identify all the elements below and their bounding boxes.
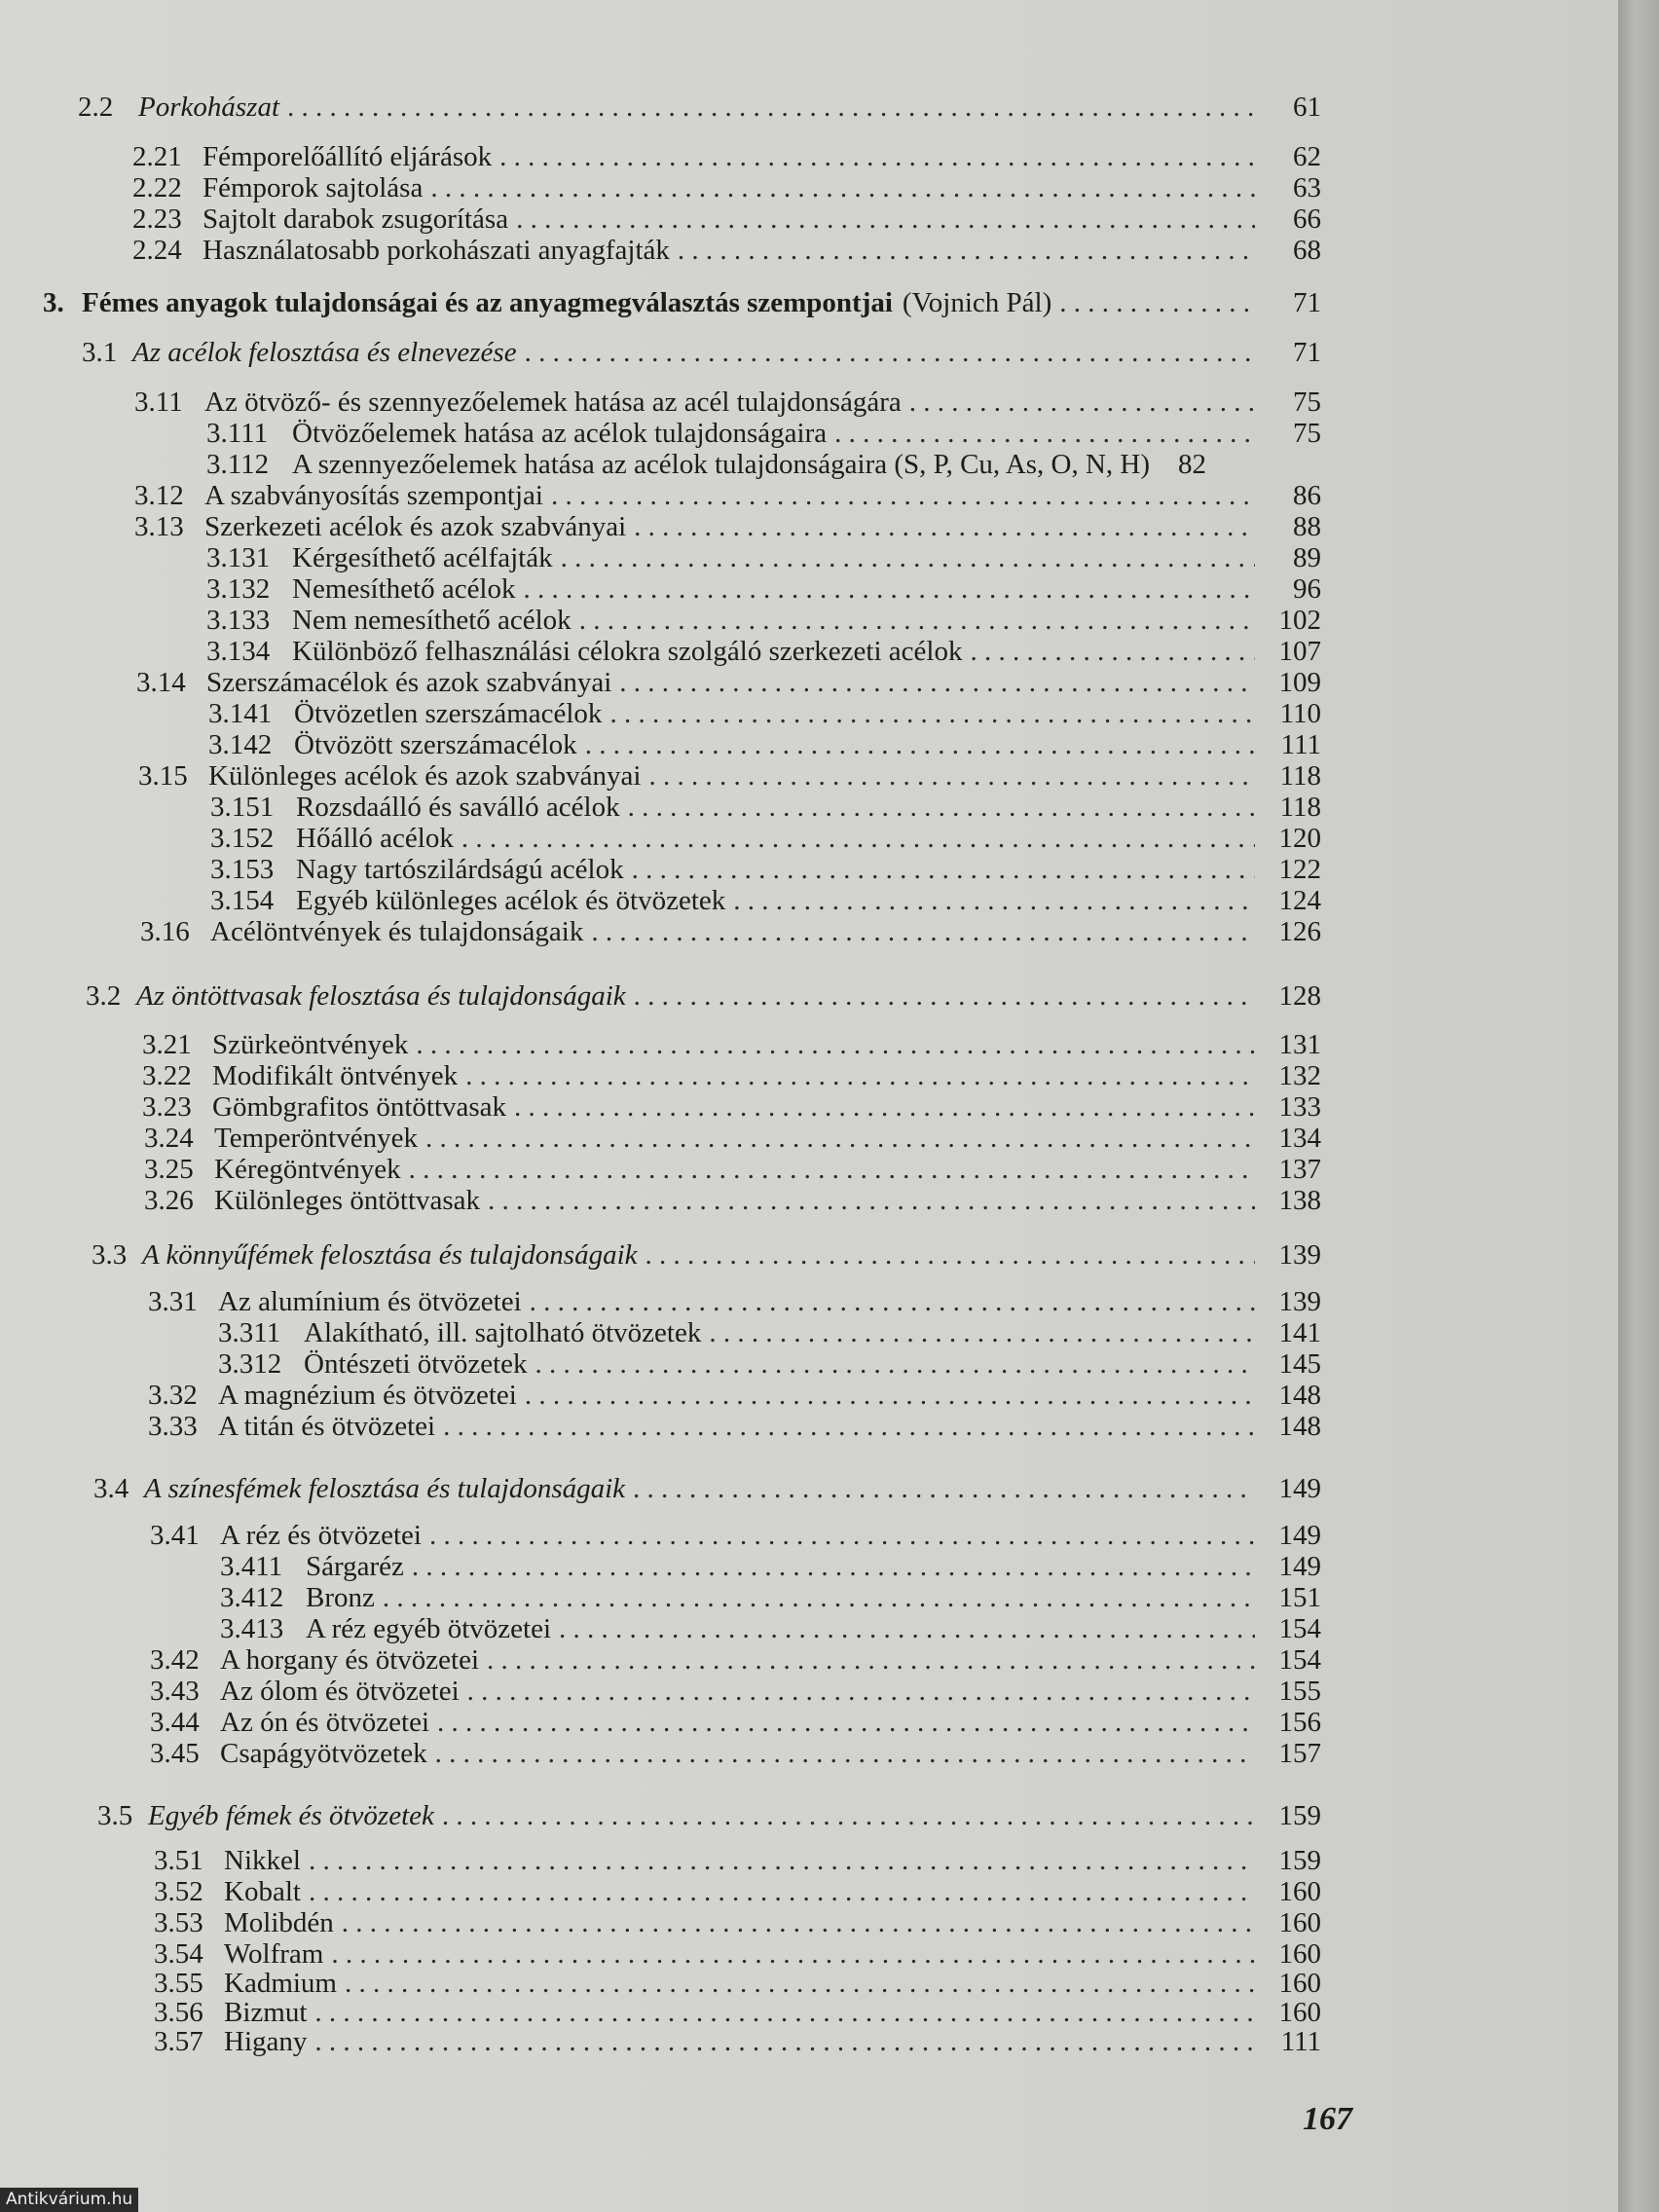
toc-entry	[78, 91, 1321, 124]
entry-title: Bronz	[306, 1582, 375, 1613]
toc-entry	[132, 140, 1321, 173]
dot-leader	[487, 1643, 1255, 1677]
dot-leader	[525, 336, 1255, 369]
toc-entry	[144, 1153, 1321, 1186]
entry-title: Higany	[224, 2026, 308, 2057]
dot-leader	[678, 234, 1255, 267]
entry-number: 3.154	[210, 885, 275, 916]
entry-title: A könnyűfémek felosztása és tulajdonságaik	[142, 1239, 638, 1271]
entry-title: A horgany és ötvözetei	[220, 1644, 480, 1676]
entry-title: Gömbgrafitos öntöttvasak	[212, 1091, 507, 1123]
entry-page: 102	[1278, 605, 1321, 636]
toc-entry	[206, 604, 1321, 637]
entry-number: 3.413	[220, 1613, 284, 1644]
dot-leader	[559, 1612, 1255, 1645]
entry-number: 3.15	[138, 760, 188, 792]
entry-number: 3.133	[206, 605, 271, 636]
entry-page: 96	[1293, 573, 1321, 605]
dot-leader	[437, 1706, 1255, 1739]
toc-entry	[138, 759, 1321, 793]
entry-page: 148	[1278, 1380, 1321, 1411]
entry-number: 3.51	[154, 1845, 203, 1876]
dot-leader	[314, 1996, 1255, 2029]
dot-leader	[383, 1581, 1255, 1614]
entry-number: 3.153	[210, 854, 275, 885]
entry-title: A szabványosítás szempontjai	[204, 480, 543, 511]
watermark: Antikvárium.hu	[0, 2188, 138, 2212]
entry-page: 124	[1278, 885, 1321, 916]
entry-title: Porkohászat	[138, 92, 279, 123]
toc-entry	[206, 635, 1321, 668]
entry-title: Egyéb fémek és ötvözetek	[148, 1800, 434, 1831]
toc-entry	[142, 1059, 1321, 1092]
dot-leader	[443, 1410, 1255, 1443]
dot-leader	[634, 979, 1255, 1013]
entry-number: 2.23	[132, 203, 182, 235]
entry-title: A magnézium és ötvözetei	[218, 1380, 517, 1411]
entry-number: 3.12	[134, 480, 184, 511]
entry-title: Acélöntvények és tulajdonságaik	[210, 916, 584, 947]
entry-number: 3.41	[150, 1520, 200, 1551]
entry-number: 3.412	[220, 1582, 284, 1613]
entry-number: 3.43	[150, 1676, 200, 1707]
entry-title: Alakítható, ill. sajtolható ötvözetek	[304, 1317, 702, 1348]
entry-number: 3.112	[206, 449, 270, 480]
toc-entry	[150, 1675, 1321, 1708]
entry-title: Modifikált öntvények	[212, 1060, 459, 1091]
toc-entry	[210, 853, 1321, 886]
entry-number: 3.1	[82, 337, 118, 368]
dot-leader	[530, 1285, 1255, 1318]
entry-title: Kadmium	[224, 1968, 337, 1999]
entry-page: 122	[1278, 854, 1321, 885]
entry-page: 160	[1278, 1876, 1321, 1907]
toc-entry	[206, 541, 1321, 574]
dot-leader	[488, 1184, 1255, 1217]
entry-page: 160	[1278, 1938, 1321, 1970]
toc-entry	[220, 1550, 1321, 1583]
dot-leader	[309, 1875, 1255, 1908]
entry-title: Temperöntvények	[214, 1123, 418, 1154]
toc-entry	[92, 1238, 1321, 1272]
entry-number: 3.	[43, 287, 64, 318]
toc-entry	[220, 1581, 1321, 1614]
toc-entry	[136, 666, 1321, 699]
toc-entry	[208, 728, 1321, 761]
entry-page: 156	[1278, 1707, 1321, 1738]
entry-number: 3.132	[206, 573, 271, 605]
dot-leader	[619, 666, 1255, 699]
entry-number: 3.55	[154, 1968, 203, 1999]
entry-title: Az ón és ötvözetei	[220, 1707, 430, 1738]
entry-page: 118	[1279, 760, 1321, 792]
dot-leader	[632, 853, 1255, 886]
toc-entry	[132, 171, 1321, 204]
entry-page: 134	[1278, 1123, 1321, 1154]
entry-page: 120	[1278, 823, 1321, 854]
toc-entry	[134, 510, 1321, 543]
entry-number: 3.31	[148, 1286, 198, 1317]
toc-entry	[140, 915, 1321, 948]
entry-page: 118	[1279, 792, 1321, 823]
entry-page: 155	[1278, 1676, 1321, 1707]
dot-leader	[909, 386, 1255, 419]
entry-number: 3.23	[142, 1091, 192, 1123]
entry-number: 3.14	[136, 667, 186, 698]
toc-entry	[150, 1737, 1321, 1770]
dot-leader	[561, 541, 1255, 574]
entry-number: 3.111	[206, 418, 269, 449]
entry-title: Különleges acélok és azok szabványai	[208, 760, 642, 792]
toc-entry	[82, 336, 1321, 369]
entry-title: Nagy tartószilárdságú acélok	[296, 854, 624, 885]
entry-page: 88	[1293, 511, 1321, 542]
entry-page: 149	[1278, 1520, 1321, 1551]
toc-entry	[210, 791, 1321, 824]
toc-entry	[218, 1316, 1321, 1349]
entry-page: 160	[1278, 1997, 1321, 2028]
entry-number: 3.4	[93, 1473, 129, 1504]
entry-title: Nem nemesíthető acélok	[292, 605, 571, 636]
entry-title: Nikkel	[224, 1845, 301, 1876]
entry-page: 160	[1278, 1907, 1321, 1938]
toc-entry	[148, 1285, 1321, 1318]
toc-entry	[154, 2025, 1321, 2058]
toc-entry	[150, 1706, 1321, 1739]
toc-entry	[154, 1844, 1321, 1877]
entry-title: Az ötvöző- és szennyezőelemek hatása az acél tulajdonságára	[204, 387, 902, 418]
entry-number: 3.33	[148, 1411, 198, 1442]
entry-page: 75	[1293, 418, 1321, 449]
entry-page: 141	[1278, 1317, 1321, 1348]
toc-entry	[144, 1122, 1321, 1155]
toc-entry	[144, 1184, 1321, 1217]
toc-entry	[134, 479, 1321, 512]
toc-entry	[134, 386, 1321, 419]
dot-leader	[430, 171, 1255, 204]
entry-title: Kérgesíthető acélfajták	[292, 542, 553, 573]
dot-leader	[342, 1906, 1255, 1939]
entry-page: 111	[1280, 729, 1321, 760]
entry-page: 75	[1293, 387, 1321, 418]
entry-title: A titán és ötvözetei	[218, 1411, 436, 1442]
dot-leader	[525, 1379, 1255, 1412]
entry-number: 3.134	[206, 636, 271, 667]
dot-leader	[429, 1519, 1255, 1552]
entry-page: 109	[1278, 667, 1321, 698]
entry-title: A réz egyéb ötvözetei	[306, 1613, 552, 1644]
dot-leader	[425, 1122, 1255, 1155]
dot-leader	[970, 635, 1255, 668]
toc-entry	[150, 1519, 1321, 1552]
entry-page: 63	[1293, 172, 1321, 203]
entry-title: Kéregöntvények	[214, 1154, 401, 1185]
entry-number: 3.25	[144, 1154, 194, 1185]
toc-chapter-entry	[43, 286, 1321, 319]
entry-number: 3.11	[134, 387, 183, 418]
entry-number: 3.21	[142, 1029, 192, 1060]
dot-leader	[461, 822, 1255, 855]
entry-title: Az öntöttvasak felosztása és tulajdonságaik	[136, 980, 626, 1012]
toc-entry	[210, 822, 1321, 855]
page-edge	[1618, 0, 1659, 2212]
toc-entry	[154, 1906, 1321, 1939]
entry-page: 157	[1278, 1738, 1321, 1769]
entry-page: 110	[1279, 698, 1321, 729]
entry-page: 137	[1278, 1154, 1321, 1185]
entry-number: 3.45	[150, 1738, 200, 1769]
entry-page: 148	[1278, 1411, 1321, 1442]
entry-title: Szerkezeti acélok és azok szabványai	[204, 511, 627, 542]
entry-title: Szürkeöntvények	[212, 1029, 409, 1060]
entry-page: 89	[1293, 542, 1321, 573]
dot-leader	[412, 1550, 1255, 1583]
entry-page: 139	[1278, 1239, 1321, 1271]
entry-number: 3.44	[150, 1707, 200, 1738]
entry-title: A szennyezőelemek hatása az acélok tulajdonságaira (S, P, Cu, As, O, N, H)	[292, 449, 1151, 480]
entry-title: Szerszámacélok és azok szabványai	[206, 667, 612, 698]
entry-page: 154	[1278, 1644, 1321, 1676]
entry-title: Nemesíthető acélok	[292, 573, 516, 605]
dot-leader	[628, 791, 1255, 824]
dot-leader	[435, 1737, 1255, 1770]
dot-leader	[409, 1153, 1255, 1186]
entry-title: Fémporok sajtolása	[203, 172, 424, 203]
dot-leader	[634, 510, 1255, 543]
dot-leader	[467, 1675, 1255, 1708]
dot-leader	[442, 1799, 1255, 1832]
entry-number: 3.3	[92, 1239, 128, 1271]
dot-leader	[591, 915, 1255, 948]
dot-leader	[645, 1238, 1256, 1272]
dot-leader	[649, 759, 1256, 793]
entry-number: 3.42	[150, 1644, 200, 1676]
entry-title: Sajtolt darabok zsugorítása	[203, 203, 509, 235]
entry-page: 139	[1278, 1286, 1321, 1317]
entry-title: Bizmut	[224, 1997, 308, 2028]
entry-number: 3.24	[144, 1123, 194, 1154]
entry-number: 2.24	[132, 235, 182, 266]
toc-entry	[154, 1875, 1321, 1908]
entry-title: Wolfram	[224, 1938, 324, 1970]
toc-entry	[218, 1347, 1321, 1381]
entry-title: Fémes anyagok tulajdonságai és az anyagmegválasztás szempontjai	[82, 287, 893, 318]
entry-number: 3.141	[208, 698, 273, 729]
entry-number: 3.312	[218, 1348, 282, 1380]
toc-entry	[132, 203, 1321, 236]
entry-page: 62	[1293, 141, 1321, 172]
toc-entry	[142, 1090, 1321, 1124]
dot-leader	[609, 697, 1255, 730]
entry-title: Sárgaréz	[306, 1551, 404, 1582]
entry-title: Kobalt	[224, 1876, 301, 1907]
entry-title: Ötvözött szerszámacélok	[294, 729, 577, 760]
entry-page: 159	[1278, 1845, 1321, 1876]
entry-page: 151	[1278, 1582, 1321, 1613]
entry-title: Ötvözőelemek hatása az acélok tulajdonságaira	[292, 418, 828, 449]
dot-leader	[309, 1844, 1255, 1877]
dot-leader	[551, 479, 1255, 512]
toc-entry	[154, 1937, 1321, 1971]
entry-number: 3.13	[134, 511, 184, 542]
entry-title: Csapágyötvözetek	[220, 1738, 427, 1769]
entry-number: 2.21	[132, 141, 182, 172]
toc-entry	[206, 448, 1321, 481]
toc-entry	[206, 572, 1321, 606]
entry-title: Ötvözetlen szerszámacélok	[294, 698, 603, 729]
toc-entry	[142, 1028, 1321, 1061]
toc-entry	[148, 1379, 1321, 1412]
entry-number: 3.311	[218, 1317, 281, 1348]
entry-title: Fémporelőállító eljárások	[203, 141, 493, 172]
entry-page: 68	[1293, 235, 1321, 266]
entry-page: 154	[1278, 1613, 1321, 1644]
dot-leader	[579, 604, 1255, 637]
dot-leader	[633, 1472, 1255, 1505]
entry-page: 86	[1293, 480, 1321, 511]
entry-number: 3.32	[148, 1380, 198, 1411]
entry-number: 3.53	[154, 1907, 203, 1938]
entry-title: Különböző felhasználási célokra szolgáló szerkezeti acélok	[292, 636, 963, 667]
toc-entry	[210, 884, 1321, 917]
dot-leader	[834, 417, 1255, 450]
entry-page: 82	[1178, 449, 1207, 480]
toc-entry	[150, 1643, 1321, 1677]
entry-page: 107	[1278, 636, 1321, 667]
entry-number: 3.54	[154, 1938, 203, 1970]
toc-entry	[93, 1472, 1321, 1505]
entry-number: 3.57	[154, 2026, 203, 2057]
entry-page: 128	[1278, 980, 1321, 1012]
entry-title: Az acélok felosztása és elnevezése	[132, 337, 517, 368]
entry-number: 3.142	[208, 729, 273, 760]
dot-leader	[314, 2025, 1255, 2058]
dot-leader	[524, 572, 1256, 606]
dot-leader	[733, 884, 1255, 917]
entry-title: Öntészeti ötvözetek	[304, 1348, 528, 1380]
entry-page: 66	[1293, 203, 1321, 235]
dot-leader	[416, 1028, 1255, 1061]
dot-leader	[1059, 286, 1255, 319]
entry-title: Különleges öntöttvasak	[214, 1185, 481, 1216]
entry-page: 160	[1278, 1968, 1321, 1999]
dot-leader	[535, 1347, 1256, 1381]
dot-leader	[287, 91, 1255, 124]
dot-leader	[465, 1059, 1255, 1092]
entry-number: 3.16	[140, 916, 190, 947]
dot-leader	[331, 1937, 1255, 1971]
toc-entry	[132, 234, 1321, 267]
dot-leader	[516, 203, 1255, 236]
entry-title: A réz és ötvözetei	[220, 1520, 422, 1551]
entry-number: 3.22	[142, 1060, 192, 1091]
entry-number: 3.56	[154, 1997, 203, 2028]
toc-entry	[86, 979, 1321, 1013]
entry-page: 111	[1280, 2026, 1321, 2057]
entry-number: 2.2	[78, 92, 114, 123]
entry-page: 71	[1293, 337, 1321, 368]
entry-number: 3.151	[210, 792, 275, 823]
entry-title: Az alumínium és ötvözetei	[218, 1286, 522, 1317]
entry-title: Rozsdaálló és saválló acélok	[296, 792, 620, 823]
dot-leader	[709, 1316, 1255, 1349]
toc-entry	[206, 417, 1321, 450]
entry-page: 126	[1278, 916, 1321, 947]
entry-author: (Vojnich Pál)	[902, 287, 1052, 318]
entry-title: Egyéb különleges acélok és ötvözetek	[296, 885, 726, 916]
entry-title: Molibdén	[224, 1907, 334, 1938]
entry-number: 3.152	[210, 823, 275, 854]
dot-leader	[514, 1090, 1255, 1124]
entry-number: 3.26	[144, 1185, 194, 1216]
dot-leader	[499, 140, 1255, 173]
toc-entry	[154, 1967, 1321, 2000]
page-number: 167	[1303, 2101, 1352, 2137]
entry-number: 3.411	[220, 1551, 283, 1582]
dot-leader	[345, 1967, 1255, 2000]
toc-entry	[220, 1612, 1321, 1645]
entry-page: 61	[1293, 92, 1321, 123]
entry-title: Használatosabb porkohászati anyagfajták	[203, 235, 670, 266]
entry-title: A színesfémek felosztása és tulajdonságaik	[144, 1473, 626, 1504]
entry-number: 2.22	[132, 172, 182, 203]
entry-page: 149	[1278, 1473, 1321, 1504]
toc-entry	[148, 1410, 1321, 1443]
toc-entry	[208, 697, 1321, 730]
entry-page: 71	[1293, 287, 1321, 318]
entry-number: 3.131	[206, 542, 271, 573]
toc-entry	[154, 1996, 1321, 2029]
entry-number: 3.2	[86, 980, 122, 1012]
entry-page: 159	[1278, 1800, 1321, 1831]
entry-page: 133	[1278, 1091, 1321, 1123]
entry-title: Hőálló acélok	[296, 823, 454, 854]
entry-page: 138	[1278, 1185, 1321, 1216]
entry-number: 3.5	[97, 1800, 133, 1831]
entry-page: 145	[1278, 1348, 1321, 1380]
entry-title: Az ólom és ötvözetei	[220, 1676, 460, 1707]
dot-leader	[585, 728, 1255, 761]
entry-page: 131	[1278, 1029, 1321, 1060]
entry-page: 132	[1278, 1060, 1321, 1091]
entry-page: 149	[1278, 1551, 1321, 1582]
entry-number: 3.52	[154, 1876, 203, 1907]
toc-entry	[97, 1799, 1321, 1832]
